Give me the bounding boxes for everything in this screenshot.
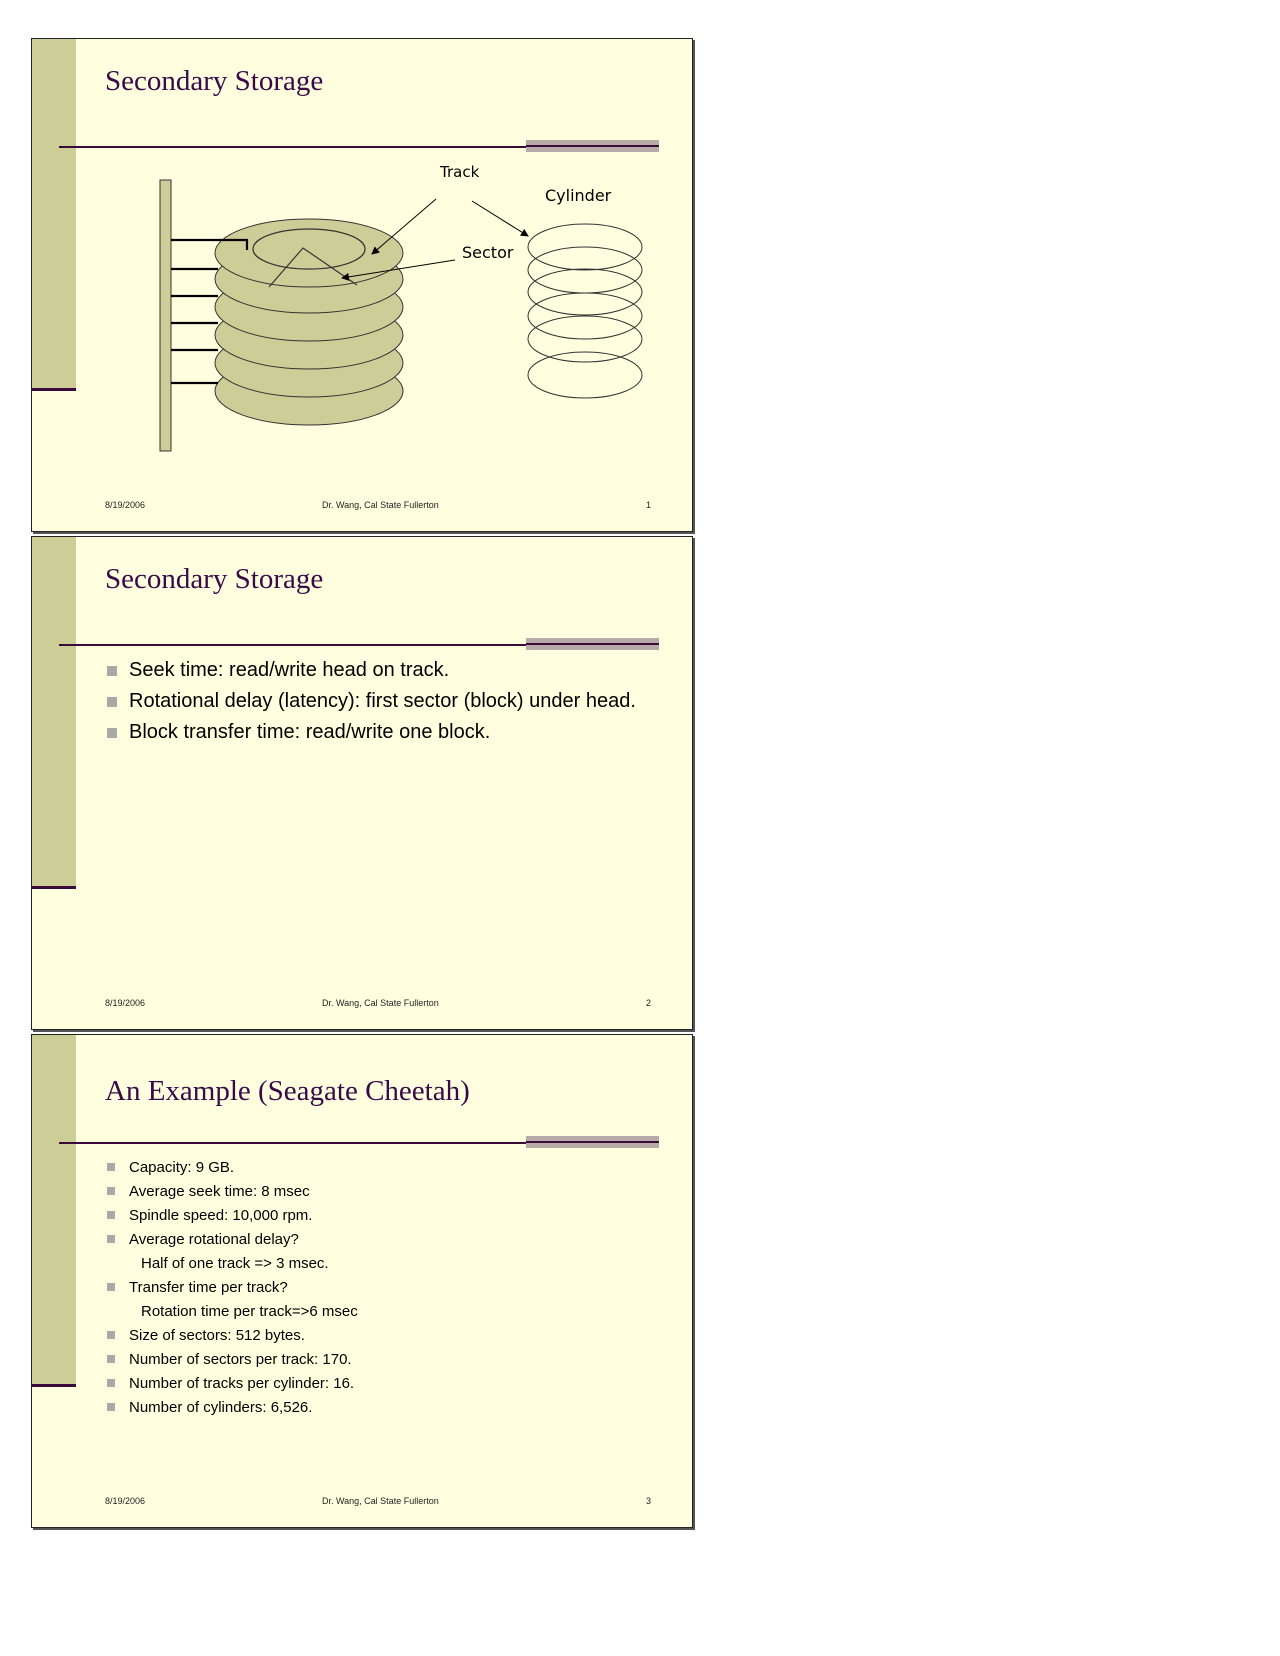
bullet-text: Rotational delay (latency): first sector (block) under head. xyxy=(129,690,636,712)
footer-author: Dr. Wang, Cal State Fullerton xyxy=(322,998,439,1008)
bullet-text: Capacity: 9 GB. xyxy=(129,1159,235,1176)
bullet-text: Seek time: read/write head on track. xyxy=(129,659,450,681)
bullet-text: Block transfer time: read/write one block. xyxy=(129,721,491,743)
bullet-list xyxy=(105,657,645,750)
list-item xyxy=(105,688,645,714)
bullet-square-icon xyxy=(107,1211,115,1219)
slide-side-tick xyxy=(32,886,76,889)
bullet-text: Average seek time: 8 msec xyxy=(129,1183,310,1200)
bullet-text: Transfer time per track? xyxy=(129,1279,288,1296)
footer-date: 8/19/2006 xyxy=(105,500,146,510)
actuator-column xyxy=(160,180,171,451)
footer-page-number: 3 xyxy=(646,1496,652,1506)
cylinder-rings xyxy=(528,224,642,398)
bullet-square-icon xyxy=(107,1163,115,1171)
bullet-text: Half of one track => 3 msec. xyxy=(141,1255,329,1272)
bullet-square-icon xyxy=(107,1355,115,1363)
bullet-square-icon xyxy=(107,1283,115,1291)
bullet-text: Rotation time per track=>6 msec xyxy=(141,1303,358,1320)
slide-2 xyxy=(31,536,693,1030)
slide-title: Secondary Storage xyxy=(105,65,324,97)
list-item xyxy=(105,719,645,745)
bullet-square-icon xyxy=(107,728,117,738)
bullet-square-icon xyxy=(107,1187,115,1195)
list-item xyxy=(105,657,645,683)
list-item xyxy=(105,1276,645,1300)
list-item xyxy=(105,1228,645,1252)
bullet-text: Average rotational delay? xyxy=(129,1231,299,1248)
list-item xyxy=(105,1204,645,1228)
disk-diagram xyxy=(32,159,694,489)
footer-page-number: 2 xyxy=(646,998,652,1008)
bullet-square-icon xyxy=(107,666,117,676)
slide-side-bar xyxy=(32,1035,76,1385)
bullet-text: Number of cylinders: 6,526. xyxy=(129,1399,313,1416)
bullet-square-icon xyxy=(107,1331,115,1339)
cylinder-ring xyxy=(528,352,642,398)
list-item xyxy=(105,1372,645,1396)
footer-author: Dr. Wang, Cal State Fullerton xyxy=(322,1496,439,1506)
sector-label: Sector xyxy=(462,243,514,262)
bullet-square-icon xyxy=(107,1235,115,1243)
bullet-square-icon xyxy=(107,1379,115,1387)
slide-1 xyxy=(31,38,693,532)
sub-list-item xyxy=(105,1252,645,1276)
list-item xyxy=(105,1348,645,1372)
bullet-text: Size of sectors: 512 bytes. xyxy=(129,1327,305,1344)
slide-side-tick xyxy=(32,1384,76,1387)
list-item xyxy=(105,1180,645,1204)
list-item xyxy=(105,1324,645,1348)
bullet-square-icon xyxy=(107,1403,115,1411)
bullet-text: Number of sectors per track: 170. xyxy=(129,1351,352,1368)
slide-3 xyxy=(31,1034,693,1528)
bullet-square-icon xyxy=(107,697,117,707)
title-rule-accent xyxy=(526,1136,659,1148)
track-arrow-to-cylinder xyxy=(472,201,528,236)
footer-page-number: 1 xyxy=(646,500,652,510)
bullet-list xyxy=(105,1156,645,1420)
bullet-text: Number of tracks per cylinder: 16. xyxy=(129,1375,355,1392)
bullet-text: Spindle speed: 10,000 rpm. xyxy=(129,1207,313,1224)
sub-list-item xyxy=(105,1300,645,1324)
cylinder-ring xyxy=(528,269,642,315)
slide-title: An Example (Seagate Cheetah) xyxy=(105,1075,470,1107)
cylinder-label: Cylinder xyxy=(545,186,612,205)
title-rule-accent xyxy=(526,140,659,152)
title-rule-accent xyxy=(526,638,659,650)
list-item xyxy=(105,1156,645,1180)
footer-author: Dr. Wang, Cal State Fullerton xyxy=(322,500,439,510)
slide-title: Secondary Storage xyxy=(105,563,324,595)
platter-stack xyxy=(215,219,403,425)
track-label: Track xyxy=(440,163,480,181)
footer-date: 8/19/2006 xyxy=(105,1496,146,1506)
slide-side-bar xyxy=(32,537,76,887)
footer-date: 8/19/2006 xyxy=(105,998,146,1008)
track-arrow-to-disk xyxy=(372,199,436,254)
list-item xyxy=(105,1396,645,1420)
